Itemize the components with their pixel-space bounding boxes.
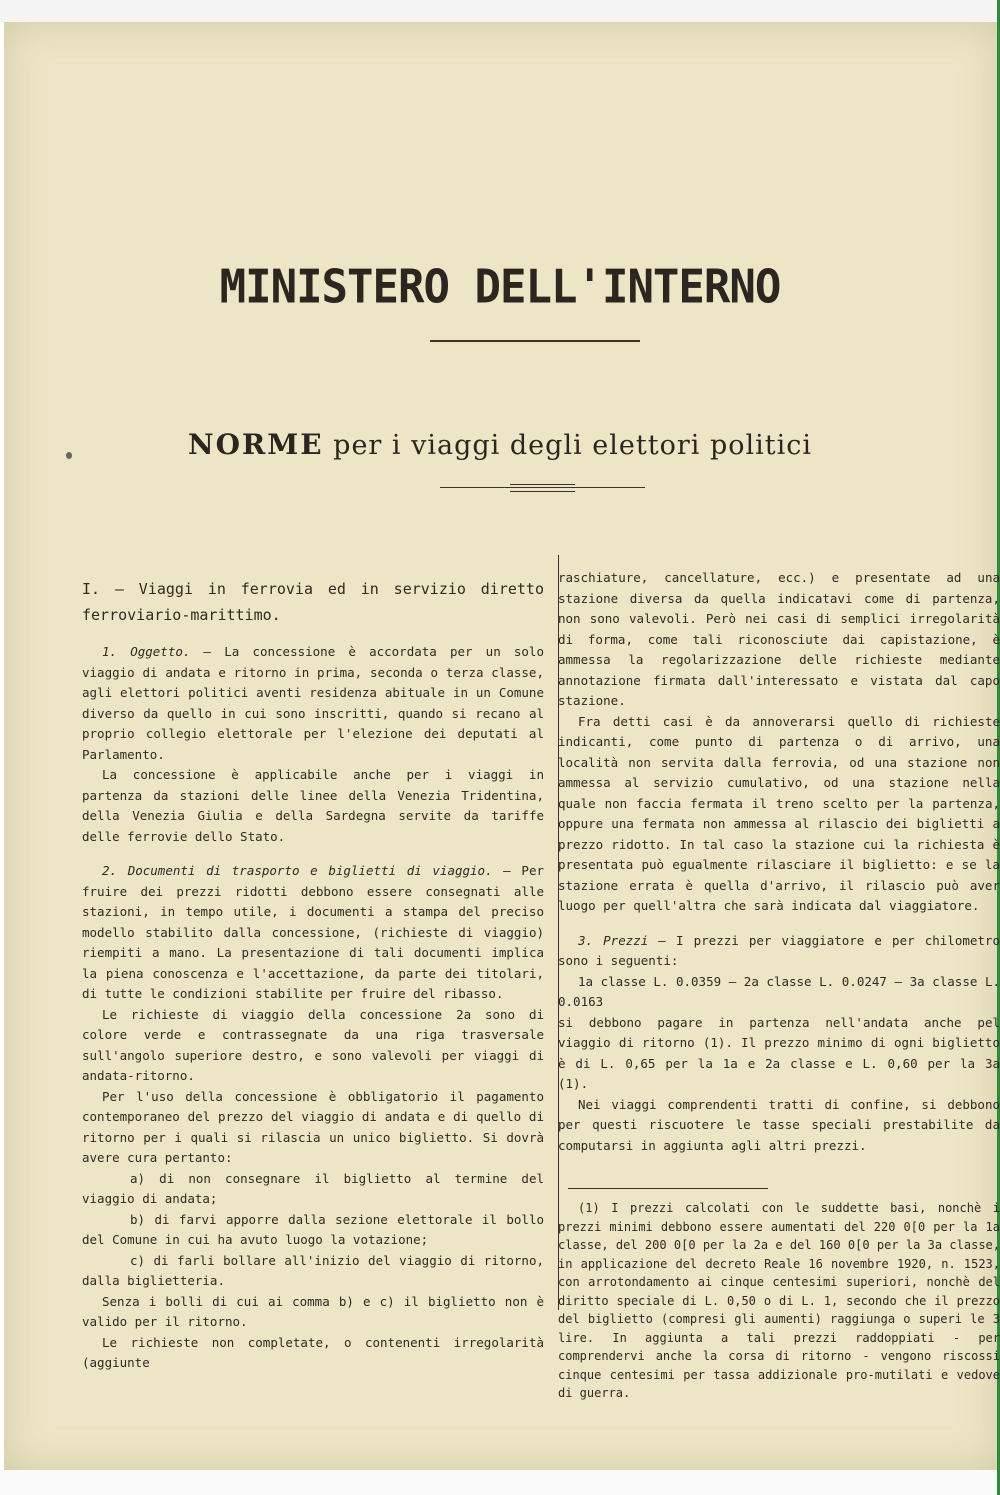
scan-top-edge <box>0 0 1000 22</box>
paragraph-pagamento-partenza: si debbono pagare in partenza nell'andata anche pel viaggio di ritorno (1). Il prezzo minimo di ogni biglietto è di L. 0,65 per la 1a e 2a classe e L. 0,60 per la 3a (1). <box>558 1014 1000 1091</box>
price-list: 1a classe L. 0.0359 — 2a classe L. 0.0247 — 3a classe L. 0.0163 <box>558 973 1000 1009</box>
list-item-b: b) di farvi apporre dalla sezione elettorale il bollo del Comune in cui ha avuto luogo la votazione; <box>82 1211 544 1247</box>
footnote-divider <box>568 1188 768 1189</box>
scan-bottom-edge <box>0 1470 1000 1495</box>
paragraph-confine: Nei viaggi comprendenti tratti di confine, si debbono per questi riscuotere le tasse speciali prestabilite da computarsi in aggiunta agli altri prezzi. <box>558 1096 1000 1153</box>
paragraph-prezzi: 3. Prezzi — I prezzi per viaggiatore e per chilometro sono i seguenti: <box>558 932 1000 968</box>
paragraph-applicability: La concessione è applicabile anche per i viaggi in partenza da stazioni delle linee della Venezia Tridentina, della Venezia Giulia e della Sardegna servite da tariffe delle ferrovie dello Stato. <box>82 767 544 844</box>
paragraph-casi: Fra detti casi è da annoverarsi quello di richieste indicanti, come punto di partenza o di arrivo, una località non servita dalla ferrovia, od una stazione non ammessa al servizio cumulativo, od una stazione nella quale non faccia fermata il treno scelto per la partenza, oppure una fermata non ammessa al rilascio dei biglietti a prezzo ridotto. In tal caso la stazione cui la richiesta è presentata può egualmente rilasciare il biglietto: e se la stazione errata è quella d'arrivo, il rilascio può aver luogo per quell'altra che sarà indicata dal viaggiatore. <box>558 713 1000 913</box>
paragraph-pagamento: Per l'uso della concessione è obbligatorio il pagamento contemporaneo del prezzo del viaggio di andata e di quello di ritorno per i quali si rilascia un unico biglietto. Si dovrà avere cura pertanto: <box>82 1088 544 1165</box>
document-subtitle <box>0 428 1000 461</box>
right-column <box>558 568 1000 1403</box>
paragraph-irregolarita: Le richieste non completate, o contenenti irregolarità (aggiunte <box>82 1334 544 1370</box>
ornamental-divider <box>440 487 645 488</box>
section-heading: I. — Viaggi in ferrovia ed in servizio diretto ferroviario-marittimo. <box>82 580 544 624</box>
footnote: (1) I prezzi calcolati con le suddette basi, nonchè i prezzi minimi debbono essere aumentati del 220 0[0 per la 1a classe, del 200 0[0 per la 2a e del 160 0[0 per la 3a classe, in applicazione del decreto Reale 16 novembre 1920, n. 1523, con arrotondamento ai cinque centesimi superiori, nonchè del diritto speciale di L. 0,50 o di L. 1, secondo che il prezzo del biglietto (compresi gli aumenti) raggiunga o superi le 3 lire. In aggiunta a tali prezzi raddoppiati - per comprendervi anche la corsa di ritorno - vengono riscossi cinque centesimi per tassa addizionale pro-mutilati e vedove di guerra. <box>558 1201 1000 1400</box>
subtitle-rest: per i viaggi degli elettori politici <box>333 430 813 461</box>
paragraph-raschiature: raschiature, cancellature, ecc.) e presentate ad una stazione diversa da quella indicatavi come di partenza, non sono valevoli. Però nei casi di semplici irregolarità di forma, come tali riconosciute dai capistazione, è ammessa la regolarizzazione delle richieste mediante annotazione firmata dall'interessato e vistata dal capo stazione. <box>558 570 1000 708</box>
list-item-c: c) di farli bollare all'inizio del viaggio di ritorno, dalla biglietteria. <box>82 1252 544 1288</box>
left-column <box>82 576 544 1374</box>
paragraph-bolli: Senza i bolli di cui ai comma b) e c) il biglietto non è valido per il ritorno. <box>82 1293 544 1329</box>
paragraph-colore: Le richieste di viaggio della concessione 2a sono di colore verde e contrassegnate da una riga trasversale sull'angolo superiore destro, e sono valevoli per viaggi di andata-ritorno. <box>82 1006 544 1083</box>
paragraph-documenti: 2. Documenti di trasporto e biglietti di viaggio. — Per fruire dei prezzi ridotti debbono essere consegnati alle stazioni, in tempo utile, i documenti a stampa del preciso modello stabilito dalla concessione, (richieste di viaggio) riempiti a mano. La presentazione di tali documenti implica la piena conoscenza e l'accettazione, da parte dei titolari, di tutte le condizioni stabilite per fruire del ribasso. <box>82 863 544 1001</box>
title-divider <box>430 340 640 342</box>
document-title: MINISTERO DELL'INTERNO <box>219 260 781 315</box>
paragraph-oggetto: 1. Oggetto. — La concessione è accordata per un solo viaggio di andata e ritorno in prima, seconda o terza classe, agli elettori politici aventi residenza abituale in un Comune diverso da quello in cui sono inscritti, quando si recano al proprio collegio elettorale per l'elezione dei deputati al Parlamento. <box>82 644 544 762</box>
list-item-a: a) di non consegnare il biglietto al termine del viaggio di andata; <box>82 1170 544 1206</box>
subtitle-norme: NORME <box>187 428 324 461</box>
